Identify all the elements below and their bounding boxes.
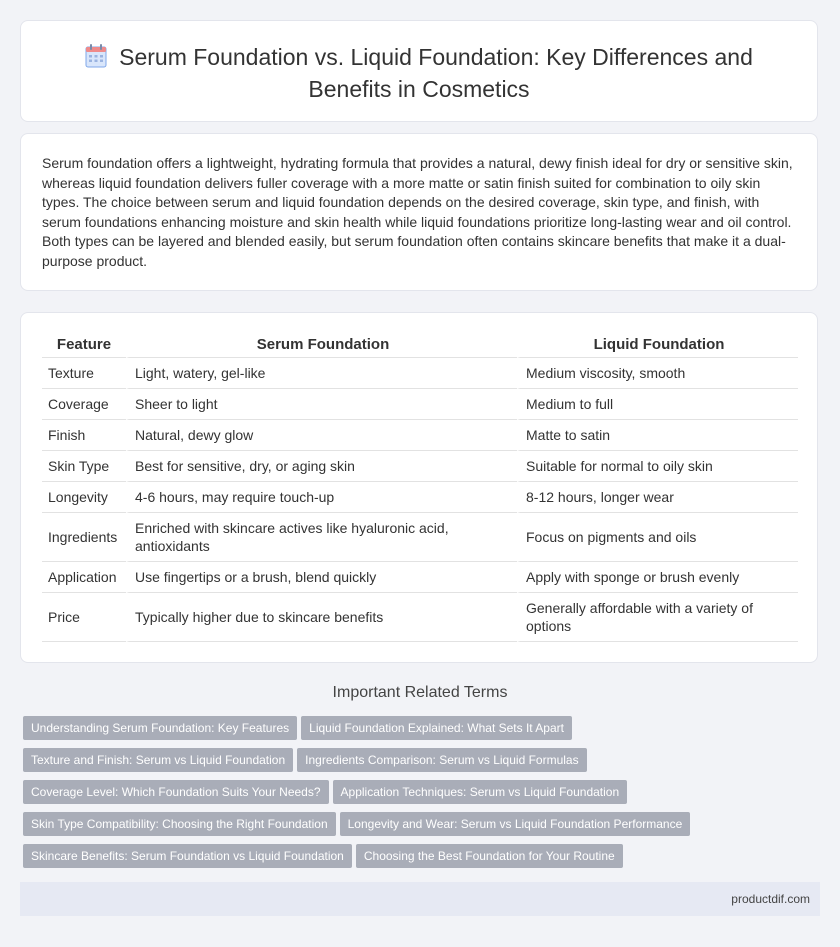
serum-cell: Natural, dewy glow [126, 420, 517, 451]
related-terms-title: Important Related Terms [332, 684, 508, 701]
header-serum: Serum Foundation [126, 331, 517, 358]
table-row [42, 593, 798, 642]
feature-cell: Ingredients [42, 513, 126, 562]
page-title [21, 43, 817, 104]
serum-cell: Typically higher due to skincare benefits [126, 593, 517, 642]
header-feature: Feature [42, 331, 126, 358]
serum-cell: Use fingertips or a brush, blend quickly [126, 562, 517, 593]
related-term-link[interactable]: Coverage Level: Which Foundation Suits Your Needs? [23, 780, 329, 804]
feature-cell: Texture [42, 358, 126, 389]
comparison-table [42, 331, 798, 642]
intro-card [20, 133, 818, 291]
intro-paragraph: Serum foundation offers a lightweight, hydrating formula that provides a natural, dewy finish ideal for dry or sensitive skin, whereas liquid foundation delivers fuller coverage with a more matte or satin finish suited for combination to oily skin types. The choice between serum and liquid foundation depends on the desired coverage, skin type, and finish, with serum foundations enhancing moisture and skin health while liquid foundations prioritize long-lasting wear and oil control. Both types can be layered and blended easily, but serum foundation often contains skincare benefits that make it a dual-purpose product. [42, 155, 793, 269]
related-terms-list [23, 716, 823, 876]
related-term-link[interactable]: Choosing the Best Foundation for Your Routine [356, 844, 623, 868]
table-row [42, 358, 798, 389]
title-line-2: Benefits in Cosmetics [308, 76, 530, 102]
serum-cell: Best for sensitive, dry, or aging skin [126, 451, 517, 482]
table-row [42, 562, 798, 593]
liquid-cell: Medium to full [517, 389, 798, 420]
feature-cell: Skin Type [42, 451, 126, 482]
serum-cell: Light, watery, gel-like [126, 358, 517, 389]
feature-cell: Finish [42, 420, 126, 451]
table-row [42, 482, 798, 513]
feature-cell: Longevity [42, 482, 126, 513]
title-line-1: Serum Foundation vs. Liquid Foundation: Key Differences and [119, 44, 753, 70]
related-term-link[interactable]: Liquid Foundation Explained: What Sets It Apart [301, 716, 572, 740]
header-card [20, 20, 818, 122]
footer-site-link[interactable]: productdif.com [731, 892, 810, 906]
feature-cell: Price [42, 593, 126, 642]
calendar-icon [85, 44, 107, 75]
liquid-cell: Apply with sponge or brush evenly [517, 562, 798, 593]
table-row [42, 389, 798, 420]
serum-cell: Enriched with skincare actives like hyaluronic acid, antioxidants [126, 513, 517, 562]
related-term-link[interactable]: Skin Type Compatibility: Choosing the Right Foundation [23, 812, 336, 836]
serum-cell: 4-6 hours, may require touch-up [126, 482, 517, 513]
liquid-cell: 8-12 hours, longer wear [517, 482, 798, 513]
related-term-link[interactable]: Texture and Finish: Serum vs Liquid Foundation [23, 748, 293, 772]
table-row [42, 420, 798, 451]
related-term-link[interactable]: Ingredients Comparison: Serum vs Liquid Formulas [297, 748, 586, 772]
comparison-card [20, 312, 818, 663]
liquid-cell: Matte to satin [517, 420, 798, 451]
liquid-cell: Generally affordable with a variety of options [517, 593, 798, 642]
related-term-link[interactable]: Application Techniques: Serum vs Liquid Foundation [333, 780, 628, 804]
related-term-link[interactable]: Understanding Serum Foundation: Key Features [23, 716, 297, 740]
footer [20, 882, 820, 916]
table-row [42, 451, 798, 482]
related-term-link[interactable]: Skincare Benefits: Serum Foundation vs Liquid Foundation [23, 844, 352, 868]
serum-cell: Sheer to light [126, 389, 517, 420]
feature-cell: Coverage [42, 389, 126, 420]
liquid-cell: Focus on pigments and oils [517, 513, 798, 562]
table-row [42, 513, 798, 562]
header-liquid: Liquid Foundation [517, 331, 798, 358]
liquid-cell: Medium viscosity, smooth [517, 358, 798, 389]
related-term-link[interactable]: Longevity and Wear: Serum vs Liquid Foundation Performance [340, 812, 691, 836]
table-header-row [42, 331, 798, 358]
feature-cell: Application [42, 562, 126, 593]
liquid-cell: Suitable for normal to oily skin [517, 451, 798, 482]
